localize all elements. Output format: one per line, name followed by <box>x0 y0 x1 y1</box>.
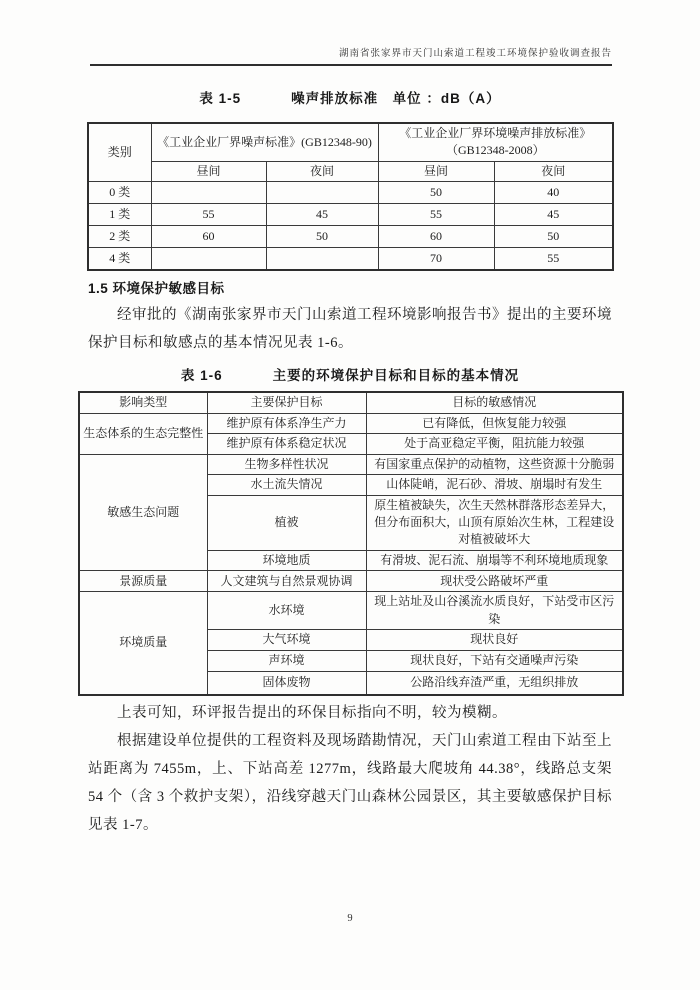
table-row <box>88 161 613 181</box>
table-row <box>88 182 613 204</box>
cell-value: 60 <box>151 226 266 248</box>
cell-value <box>151 182 266 204</box>
table-row <box>79 413 623 433</box>
cell-class: 4 类 <box>88 248 151 270</box>
header-cell-day: 昼间 <box>151 161 266 181</box>
table-row <box>88 123 613 161</box>
cell-value: 40 <box>494 182 613 204</box>
header-cell-gb90: 《工业企业厂界噪声标准》(GB12348-90) <box>151 123 378 161</box>
group-cell-scenery-quality: 景源质量 <box>79 571 207 592</box>
header-cell-sensitivity: 目标的敏感情况 <box>366 392 623 413</box>
table-1-5-caption <box>88 87 612 107</box>
cell-value <box>266 182 378 204</box>
intro-paragraph: 经审批的《湖南张家界市天门山索道工程环境影响报告书》提出的主要环境保护目标和敏感点的基本情况见表 1-6。 <box>88 307 612 351</box>
cell-target: 人文建筑与自然景观协调 <box>207 571 366 592</box>
table-row <box>88 248 613 270</box>
table-1-5-caption-title: 噪声排放标准 单位 ：dB（A） <box>291 91 501 106</box>
group-cell-ecosystem-integrity: 生态体系的生态完整性 <box>79 413 207 454</box>
cell-sensitivity: 现状良好，下站有交通噪声污染 <box>366 651 623 672</box>
cell-target: 固体废物 <box>207 672 366 695</box>
cell-class: 0 类 <box>88 182 151 204</box>
header-cell-protection-target: 主要保护目标 <box>207 392 366 413</box>
cell-sensitivity: 有国家重点保护的动植物，这些资源十分脆弱 <box>366 454 623 474</box>
table-row <box>79 454 623 474</box>
intro-paragraph-block <box>88 301 612 357</box>
header-cell-day: 昼间 <box>378 161 494 181</box>
cell-target: 水环境 <box>207 592 366 630</box>
table-row <box>79 392 623 413</box>
cell-sensitivity: 公路沿线弃渣严重，无组织排放 <box>366 672 623 695</box>
header-cell-night: 夜间 <box>266 161 378 181</box>
noise-standard-table <box>87 122 614 271</box>
project-detail-paragraph: 根据建设单位提供的工程资料及现场踏勘情况，天门山索道工程由下站至上站距离为 7455m，上、下站高差 1277m，线路最大爬坡角 44.38°，线路总支架 54 个（含 3 个救护支架），沿线穿越天门山森林公园景区，其主要敏感保护目标见表 1-7。 <box>88 733 612 833</box>
closing-paragraph-block <box>88 699 612 839</box>
cell-sensitivity: 现状良好 <box>366 630 623 651</box>
table-row <box>79 592 623 630</box>
cell-sensitivity: 原生植被缺失，次生天然林群落形态差异大，但分布面积大，山顶有原始次生林，工程建设对植被破坏大 <box>366 495 623 550</box>
cell-target: 维护原有体系净生产力 <box>207 413 366 433</box>
page-number: 9 <box>347 913 353 924</box>
section-heading-1-5: 1.5 环境保护敏感目标 <box>88 281 225 296</box>
header-cell-gb2008: 《工业企业厂界环境噪声排放标准》（GB12348-2008） <box>378 123 613 161</box>
cell-value: 50 <box>494 226 613 248</box>
cell-target: 维护原有体系稳定状况 <box>207 433 366 454</box>
cell-value: 70 <box>378 248 494 270</box>
cell-sensitivity: 现状受公路破坏严重 <box>366 571 623 592</box>
group-cell-environment-quality: 环境质量 <box>79 592 207 695</box>
cell-target: 大气环境 <box>207 630 366 651</box>
table-row <box>79 571 623 592</box>
table-1-6-caption <box>88 364 612 384</box>
cell-sensitivity: 已有降低，但恢复能力较强 <box>366 413 623 433</box>
cell-value <box>151 248 266 270</box>
header-cell-impact-type: 影响类型 <box>79 392 207 413</box>
protection-targets-table <box>78 391 624 696</box>
cell-value: 60 <box>378 226 494 248</box>
table-1-6-caption-label: 表 1-6 <box>180 368 223 383</box>
table-row <box>88 226 613 248</box>
cell-target: 水土流失情况 <box>207 475 366 495</box>
running-header: 湖南省张家界市天门山索道工程竣工环境保护验收调查报告 <box>338 49 612 59</box>
cell-sensitivity: 有滑坡、泥石流、崩塌等不利环境地质现象 <box>366 550 623 570</box>
cell-value: 45 <box>494 204 613 226</box>
conclusion-paragraph: 上表可知，环评报告提出的环保目标指向不明，较为模糊。 <box>117 705 507 721</box>
cell-value: 50 <box>266 226 378 248</box>
cell-value: 55 <box>378 204 494 226</box>
cell-target: 环境地质 <box>207 550 366 570</box>
header-rule-divider <box>90 64 612 66</box>
cell-sensitivity: 山体陡峭，泥石砂、滑坡、崩塌时有发生 <box>366 475 623 495</box>
table-row <box>88 204 613 226</box>
cell-class: 1 类 <box>88 204 151 226</box>
cell-value: 55 <box>494 248 613 270</box>
table-1-6-caption-title: 主要的环境保护目标和目标的基本情况 <box>272 368 520 383</box>
cell-value <box>266 248 378 270</box>
cell-target: 声环境 <box>207 651 366 672</box>
table-1-5-caption-label: 表 1-5 <box>199 91 242 106</box>
group-cell-sensitive-ecology: 敏感生态问题 <box>79 454 207 570</box>
cell-value: 45 <box>266 204 378 226</box>
cell-target: 生物多样性状况 <box>207 454 366 474</box>
cell-value: 50 <box>378 182 494 204</box>
cell-target: 植被 <box>207 495 366 550</box>
cell-value: 55 <box>151 204 266 226</box>
header-cell-class: 类别 <box>88 123 151 182</box>
cell-sensitivity: 处于高亚稳定平衡，阻抗能力较强 <box>366 433 623 454</box>
header-cell-night: 夜间 <box>494 161 613 181</box>
cell-sensitivity: 现上站址及山谷溪流水质良好，下站受市区污染 <box>366 592 623 630</box>
cell-class: 2 类 <box>88 226 151 248</box>
